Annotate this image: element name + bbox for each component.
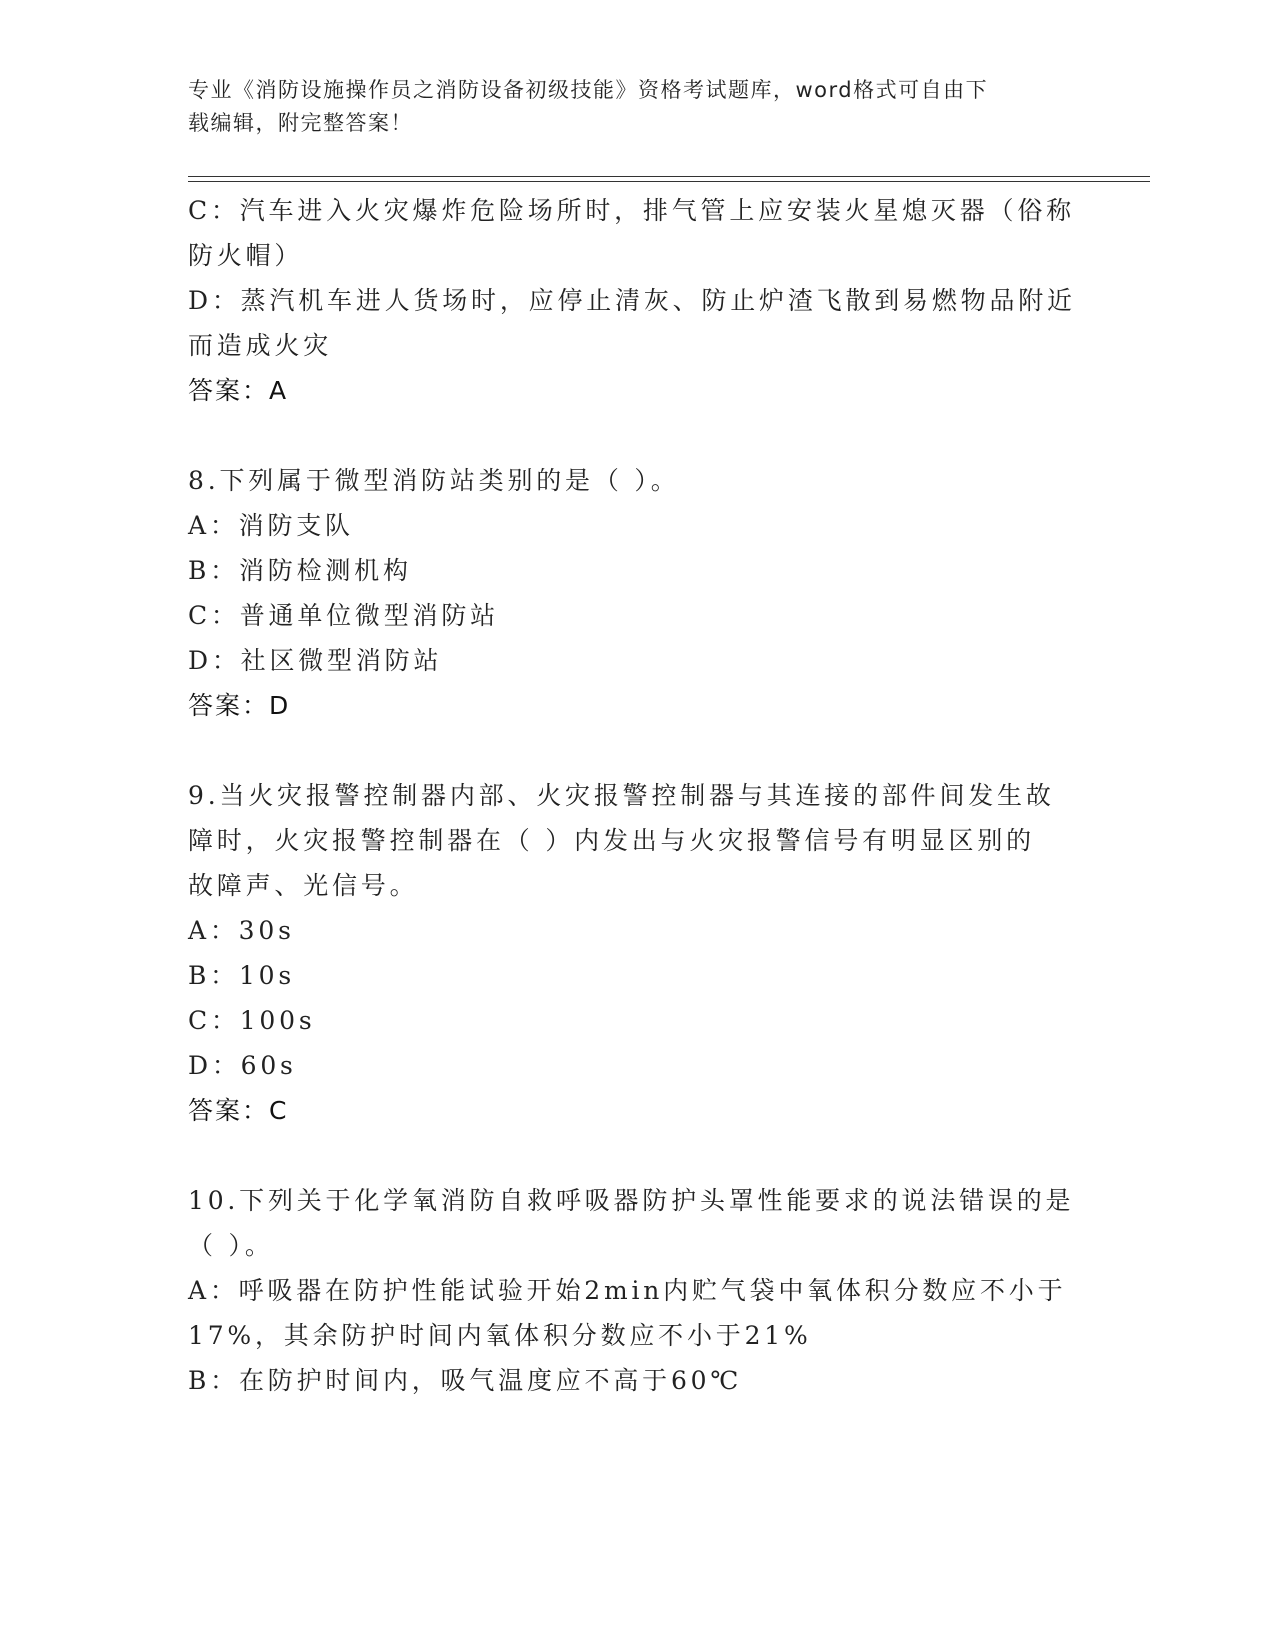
answer-q7: 答案：A	[188, 376, 289, 405]
option-b: B：在防护时间内，吸气温度应不高于60℃	[188, 1366, 743, 1395]
question-9	[188, 773, 1068, 1133]
option-b: B：10s	[188, 961, 296, 990]
option-c-line-1: C：汽车进入火灾爆炸危险场所时，排气管上应安装火星熄灭器（俗称	[188, 196, 1075, 225]
option-d-line-1: D：蒸汽机车进人货场时，应停止清灰、防止炉渣飞散到易燃物品附近	[188, 286, 1076, 315]
spacer	[188, 728, 1068, 773]
option-c: C：普通单位微型消防站	[188, 601, 499, 630]
option-a-line-2: 17%，其余防护时间内氧体积分数应不小于21%	[188, 1321, 812, 1350]
answer-q8: 答案：D	[188, 691, 291, 720]
question-content	[188, 188, 1076, 1403]
question-9-stem-line-1: 9.当火灾报警控制器内部、火灾报警控制器与其连接的部件间发生故	[188, 781, 1055, 810]
option-a-line-1: A：呼吸器在防护性能试验开始2min内贮气袋中氧体积分数应不小于	[188, 1276, 1067, 1305]
option-d-line-2: 而造成火灾	[188, 331, 333, 360]
header-line-2: 载编辑，附完整答案！	[188, 111, 413, 135]
question-8	[188, 458, 1068, 728]
header-line-1: 专业《消防设施操作员之消防设备初级技能》资格考试题库，word格式可自由下	[188, 78, 989, 102]
option-d: D：社区微型消防站	[188, 646, 443, 675]
question-8-stem: 8.下列属于微型消防站类别的是（ ）。	[188, 466, 680, 495]
question-9-stem-line-2: 障时，火灾报警控制器在（ ）内发出与火灾报警信号有明显区别的	[188, 826, 1035, 855]
header-divider-top	[188, 176, 1150, 177]
document-header	[188, 74, 1068, 140]
spacer	[188, 1133, 1068, 1178]
option-a: A：消防支队	[188, 511, 354, 540]
question-10-stem-line-2: （ ）。	[188, 1231, 274, 1260]
answer-q9: 答案：C	[188, 1096, 289, 1125]
option-c: C：100s	[188, 1006, 316, 1035]
option-c-line-2: 防火帽）	[188, 241, 304, 270]
question-7-tail	[188, 188, 1076, 413]
option-a: A：30s	[188, 916, 295, 945]
question-10	[188, 1178, 1075, 1403]
option-b: B：消防检测机构	[188, 556, 412, 585]
header-divider-bottom	[188, 181, 1150, 182]
question-10-stem-line-1: 10.下列关于化学氧消防自救呼吸器防护头罩性能要求的说法错误的是	[188, 1186, 1075, 1215]
option-d: D：60s	[188, 1051, 297, 1080]
question-9-stem-line-3: 故障声、光信号。	[188, 871, 419, 900]
spacer	[188, 413, 1068, 458]
